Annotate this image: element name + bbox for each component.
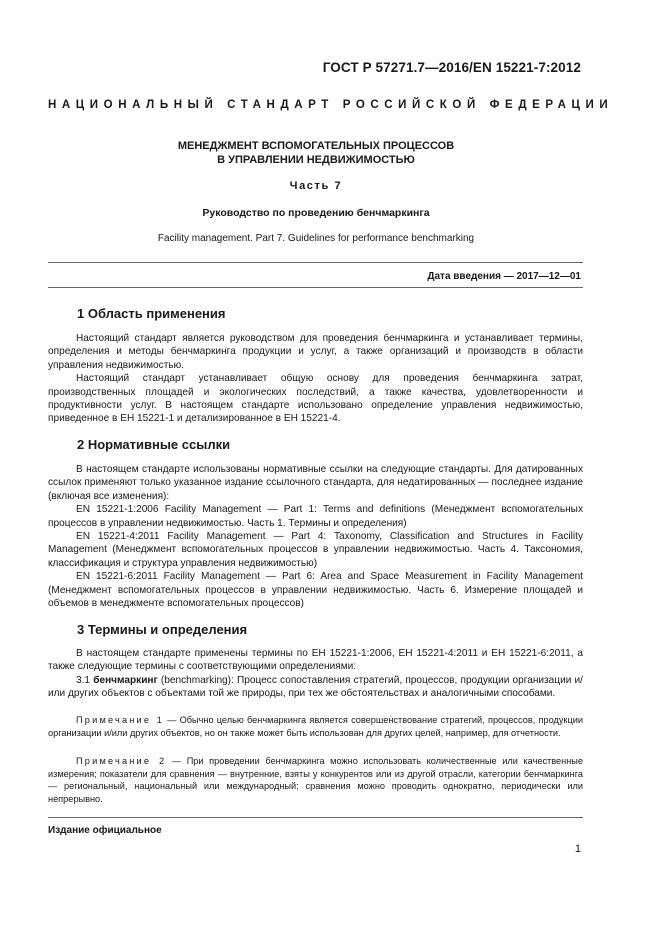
reference-item: EN 15221-1:2006 Facility Management — Part 1: Terms and definitions (Менеджмент вспомогательных процессов в управлении недвижимостью. Часть 1. Термины и определения): [48, 504, 583, 529]
english-title: Facility management. Part 7. Guidelines for performance benchmarking: [157, 233, 475, 244]
reference-item: EN 15221-6:2011 Facility Management — Part 6: Area and Space Measurement in Facility Management (Менеджмент вспомогательных процессов в управлении недвижимостью. Часть 6. Измерение площадей и объемов в менеджменте вспомогательных процессов): [48, 571, 583, 610]
section-1-paragraph: Настоящий стандарт является руководством для проведения бенчмаркинга и устанавливает термины, определения и методы бенчмаркинга продукции и услуг, а также организаций и производств в области управления недвижимостью.: [48, 333, 583, 371]
divider-bottom: [48, 287, 583, 288]
section-1-paragraph: Настоящий стандарт устанавливает общую основу для проведения бенчмаркинга затрат, производственных площадей и экологических последствий, а также качества, удовлетворенности и продуктивности услуг. В настоящем стандарте использовано определение управления недвижимостью, приведенное в ЕН 15221-1 и детализированное в ЕН 15221-4.: [48, 373, 583, 425]
document-title: [48, 139, 584, 167]
footer-divider: [48, 817, 583, 818]
divider-top: [48, 262, 583, 263]
section-3-heading: 3 Термины и определения: [77, 622, 248, 637]
section-1-heading: 1 Область применения: [77, 306, 226, 321]
term-name: бенчмаркинг: [93, 674, 158, 686]
term-text: (benchmarking): Процесс сопоставления стратегий, процессов, продукции организации и/или других объектов с объектами той же природы, при тех же обстоятельствах и аналогичными способами.: [48, 674, 583, 700]
title-line-2: В УПРАВЛЕНИИ НЕДВИЖИМОСТЬЮ: [217, 154, 415, 166]
document-subtitle: Руководство по проведению бенчмаркинга: [202, 207, 430, 219]
section-2-body: [48, 463, 583, 610]
reference-item: EN 15221-4:2011 Facility Management — Part 4: Taxonomy, Classification and Structures in Facility Management (Менеджмент вспомогательных процессов в управлении недвижимостью. Часть 4. Таксономия, классификация и структура управления недвижимостью): [48, 531, 583, 569]
note-1-text: — Обычно целью бенчмаркинга является совершенствование стратегий, процессов, продукции организации и/или других объектов, но он также может быть использован для других целей, например, для отчетности.: [48, 715, 583, 738]
note-2-label: Примечание 2: [76, 756, 167, 766]
note-1-label: Примечание 1: [76, 715, 164, 725]
introduction-date: Дата введения — 2017—12—01: [427, 271, 581, 282]
document-code: ГОСТ Р 57271.7—2016/EN 15221-7:2012: [322, 60, 581, 75]
term-number: 3.1: [76, 674, 91, 686]
page-number: 1: [574, 843, 581, 855]
national-standard-heading: НАЦИОНАЛЬНЫЙ СТАНДАРТ РОССИЙСКОЙ ФЕДЕРАЦИИ: [48, 99, 614, 111]
edition-label: Издание официальное: [48, 825, 162, 836]
section-2-paragraph: В настоящем стандарте использованы нормативные ссылки на следующие стандарты. Для датированных ссылок применяют только указанное издание ссылочного стандарта, для недатированных — последнее издание (включая все изменения):: [48, 464, 583, 502]
note-2: [48, 755, 583, 805]
section-3-intro: В настоящем стандарте применены термины по ЕН 15221-1:2006, ЕН 15221-4:2011 и ЕН 15221-6:2011, а также следующие термины с соответствующими определениями:: [48, 648, 583, 673]
section-1-body: [48, 332, 583, 426]
note-2-text: — При проведении бенчмаркинга можно использовать количественные или качественные измерения; показатели для сравнения — внутренние, взяты у конкурентов или из другой отрасли, категории бенчмаркинга — региональный, национальный или международный; сравнения можно проводить однократно, периодически или непрерывно.: [48, 756, 584, 804]
title-line-1: МЕНЕДЖМЕНТ ВСПОМОГАТЕЛЬНЫХ ПРОЦЕССОВ: [177, 140, 455, 152]
section-2-heading: 2 Нормативные ссылки: [77, 437, 231, 452]
note-1: [48, 714, 583, 739]
section-3-body: [48, 647, 583, 701]
part-number: Часть 7: [289, 180, 343, 192]
term-definition: [48, 674, 583, 701]
